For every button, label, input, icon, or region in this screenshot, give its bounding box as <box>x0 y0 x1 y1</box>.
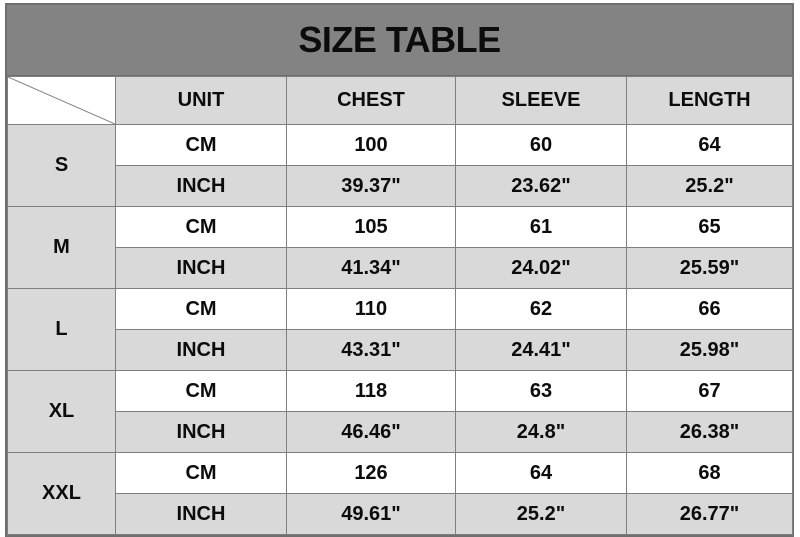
cell-s-inch-length: 25.2" <box>627 166 793 207</box>
cell-s-cm-sleeve: 60 <box>456 125 627 166</box>
cell-xl-inch-length: 26.38" <box>627 412 793 453</box>
cell-m-cm-length: 65 <box>627 207 793 248</box>
cell-s-inch-unit: INCH <box>116 166 287 207</box>
cell-xxl-cm-sleeve: 64 <box>456 453 627 494</box>
table-row <box>8 371 793 412</box>
cell-s-inch-chest: 39.37" <box>287 166 456 207</box>
cell-xxl-inch-chest: 49.61" <box>287 494 456 535</box>
cell-xl-cm-chest: 118 <box>287 371 456 412</box>
cell-l-inch-unit: INCH <box>116 330 287 371</box>
table-row <box>8 453 793 494</box>
cell-xl-inch-unit: INCH <box>116 412 287 453</box>
cell-s-inch-sleeve: 23.62" <box>456 166 627 207</box>
diagonal-line <box>8 77 115 124</box>
header-row <box>8 77 793 125</box>
cell-s-cm-chest: 100 <box>287 125 456 166</box>
cell-xl-cm-unit: CM <box>116 371 287 412</box>
cell-l-cm-sleeve: 62 <box>456 289 627 330</box>
cell-xxl-cm-length: 68 <box>627 453 793 494</box>
cell-xl-cm-length: 67 <box>627 371 793 412</box>
cell-m-inch-length: 25.59" <box>627 248 793 289</box>
cell-xl-cm-sleeve: 63 <box>456 371 627 412</box>
cell-m-inch-unit: INCH <box>116 248 287 289</box>
page-title: SIZE TABLE <box>7 5 792 76</box>
column-header-length: LENGTH <box>627 77 793 125</box>
cell-m-inch-chest: 41.34" <box>287 248 456 289</box>
table-row <box>8 494 793 535</box>
table-row <box>8 412 793 453</box>
size-label-s: S <box>8 125 116 207</box>
size-label-xxl: XXL <box>8 453 116 535</box>
cell-s-cm-length: 64 <box>627 125 793 166</box>
cell-xl-inch-sleeve: 24.8" <box>456 412 627 453</box>
cell-xxl-inch-length: 26.77" <box>627 494 793 535</box>
size-label-m: M <box>8 207 116 289</box>
cell-xxl-inch-sleeve: 25.2" <box>456 494 627 535</box>
cell-s-cm-unit: CM <box>116 125 287 166</box>
cell-l-inch-sleeve: 24.41" <box>456 330 627 371</box>
column-header-sleeve: SLEEVE <box>456 77 627 125</box>
cell-l-inch-length: 25.98" <box>627 330 793 371</box>
cell-m-cm-sleeve: 61 <box>456 207 627 248</box>
table-row <box>8 248 793 289</box>
cell-m-inch-sleeve: 24.02" <box>456 248 627 289</box>
table-row <box>8 207 793 248</box>
cell-xxl-cm-chest: 126 <box>287 453 456 494</box>
size-table-panel <box>5 3 794 537</box>
column-header-chest: CHEST <box>287 77 456 125</box>
cell-m-cm-chest: 105 <box>287 207 456 248</box>
size-table <box>7 76 793 535</box>
corner-cell <box>8 77 116 125</box>
cell-l-inch-chest: 43.31" <box>287 330 456 371</box>
table-row <box>8 330 793 371</box>
cell-xxl-inch-unit: INCH <box>116 494 287 535</box>
table-row <box>8 166 793 207</box>
size-label-l: L <box>8 289 116 371</box>
cell-l-cm-unit: CM <box>116 289 287 330</box>
column-header-unit: UNIT <box>116 77 287 125</box>
cell-m-cm-unit: CM <box>116 207 287 248</box>
cell-xxl-cm-unit: CM <box>116 453 287 494</box>
cell-l-cm-length: 66 <box>627 289 793 330</box>
table-row <box>8 125 793 166</box>
cell-xl-inch-chest: 46.46" <box>287 412 456 453</box>
table-row <box>8 289 793 330</box>
size-label-xl: XL <box>8 371 116 453</box>
cell-l-cm-chest: 110 <box>287 289 456 330</box>
